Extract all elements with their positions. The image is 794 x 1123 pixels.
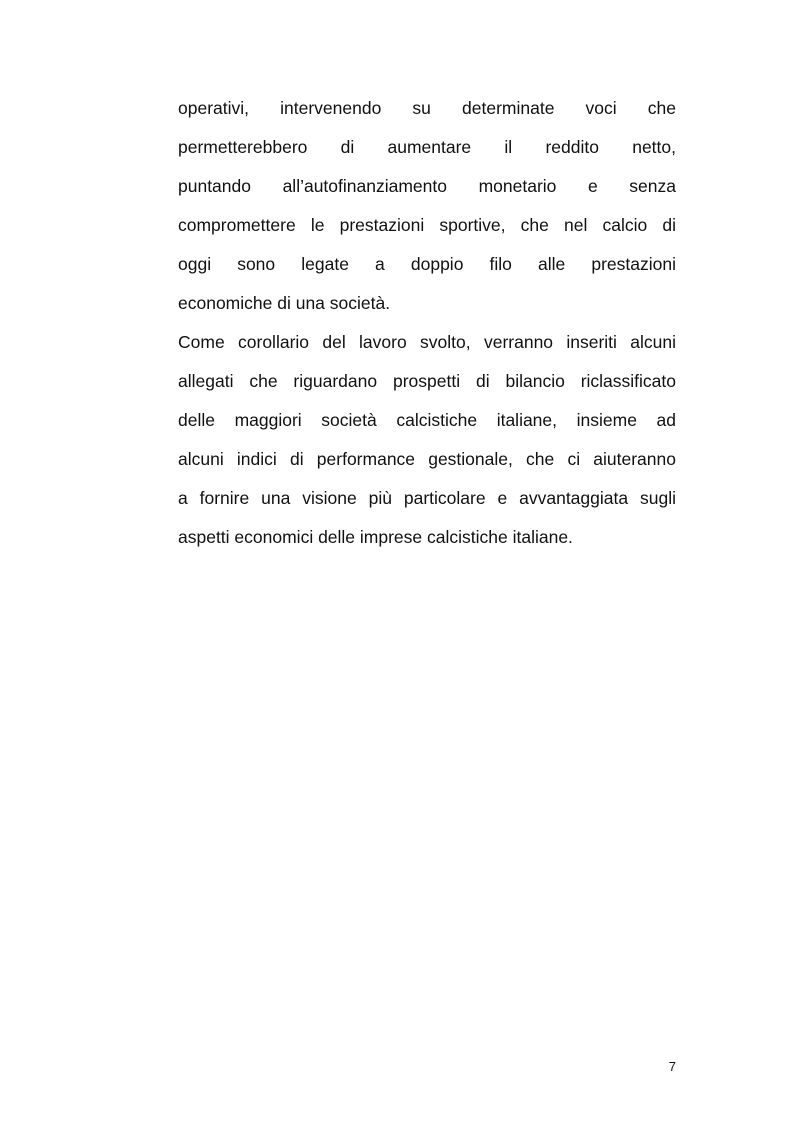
- text-line: compromettere le prestazioni sportive, che nel calcio di: [178, 215, 676, 235]
- text-line: alcuni indici di performance gestionale, che ci aiuteranno: [178, 449, 676, 469]
- text-line: allegati che riguardano prospetti di bilancio riclassificato: [178, 371, 676, 391]
- text-line: permetterebbero di aumentare il reddito netto,: [178, 137, 676, 157]
- text-line: aspetti economici delle imprese calcistiche italiane.: [178, 527, 573, 547]
- text-line: Come corollario del lavoro svolto, verranno inseriti alcuni: [178, 332, 676, 352]
- text-line: delle maggiori società calcistiche italiane, insieme ad: [178, 410, 676, 430]
- text-line: oggi sono legate a doppio filo alle prestazioni: [178, 254, 676, 274]
- text-line: puntando all’autofinanziamento monetario e senza: [178, 176, 676, 196]
- text-line: operativi, intervenendo su determinate voci che: [178, 98, 676, 118]
- text-line: a fornire una visione più particolare e avvantaggiata sugli: [178, 488, 676, 508]
- page-number: 7: [668, 1059, 676, 1074]
- text-line: economiche di una società.: [178, 293, 391, 313]
